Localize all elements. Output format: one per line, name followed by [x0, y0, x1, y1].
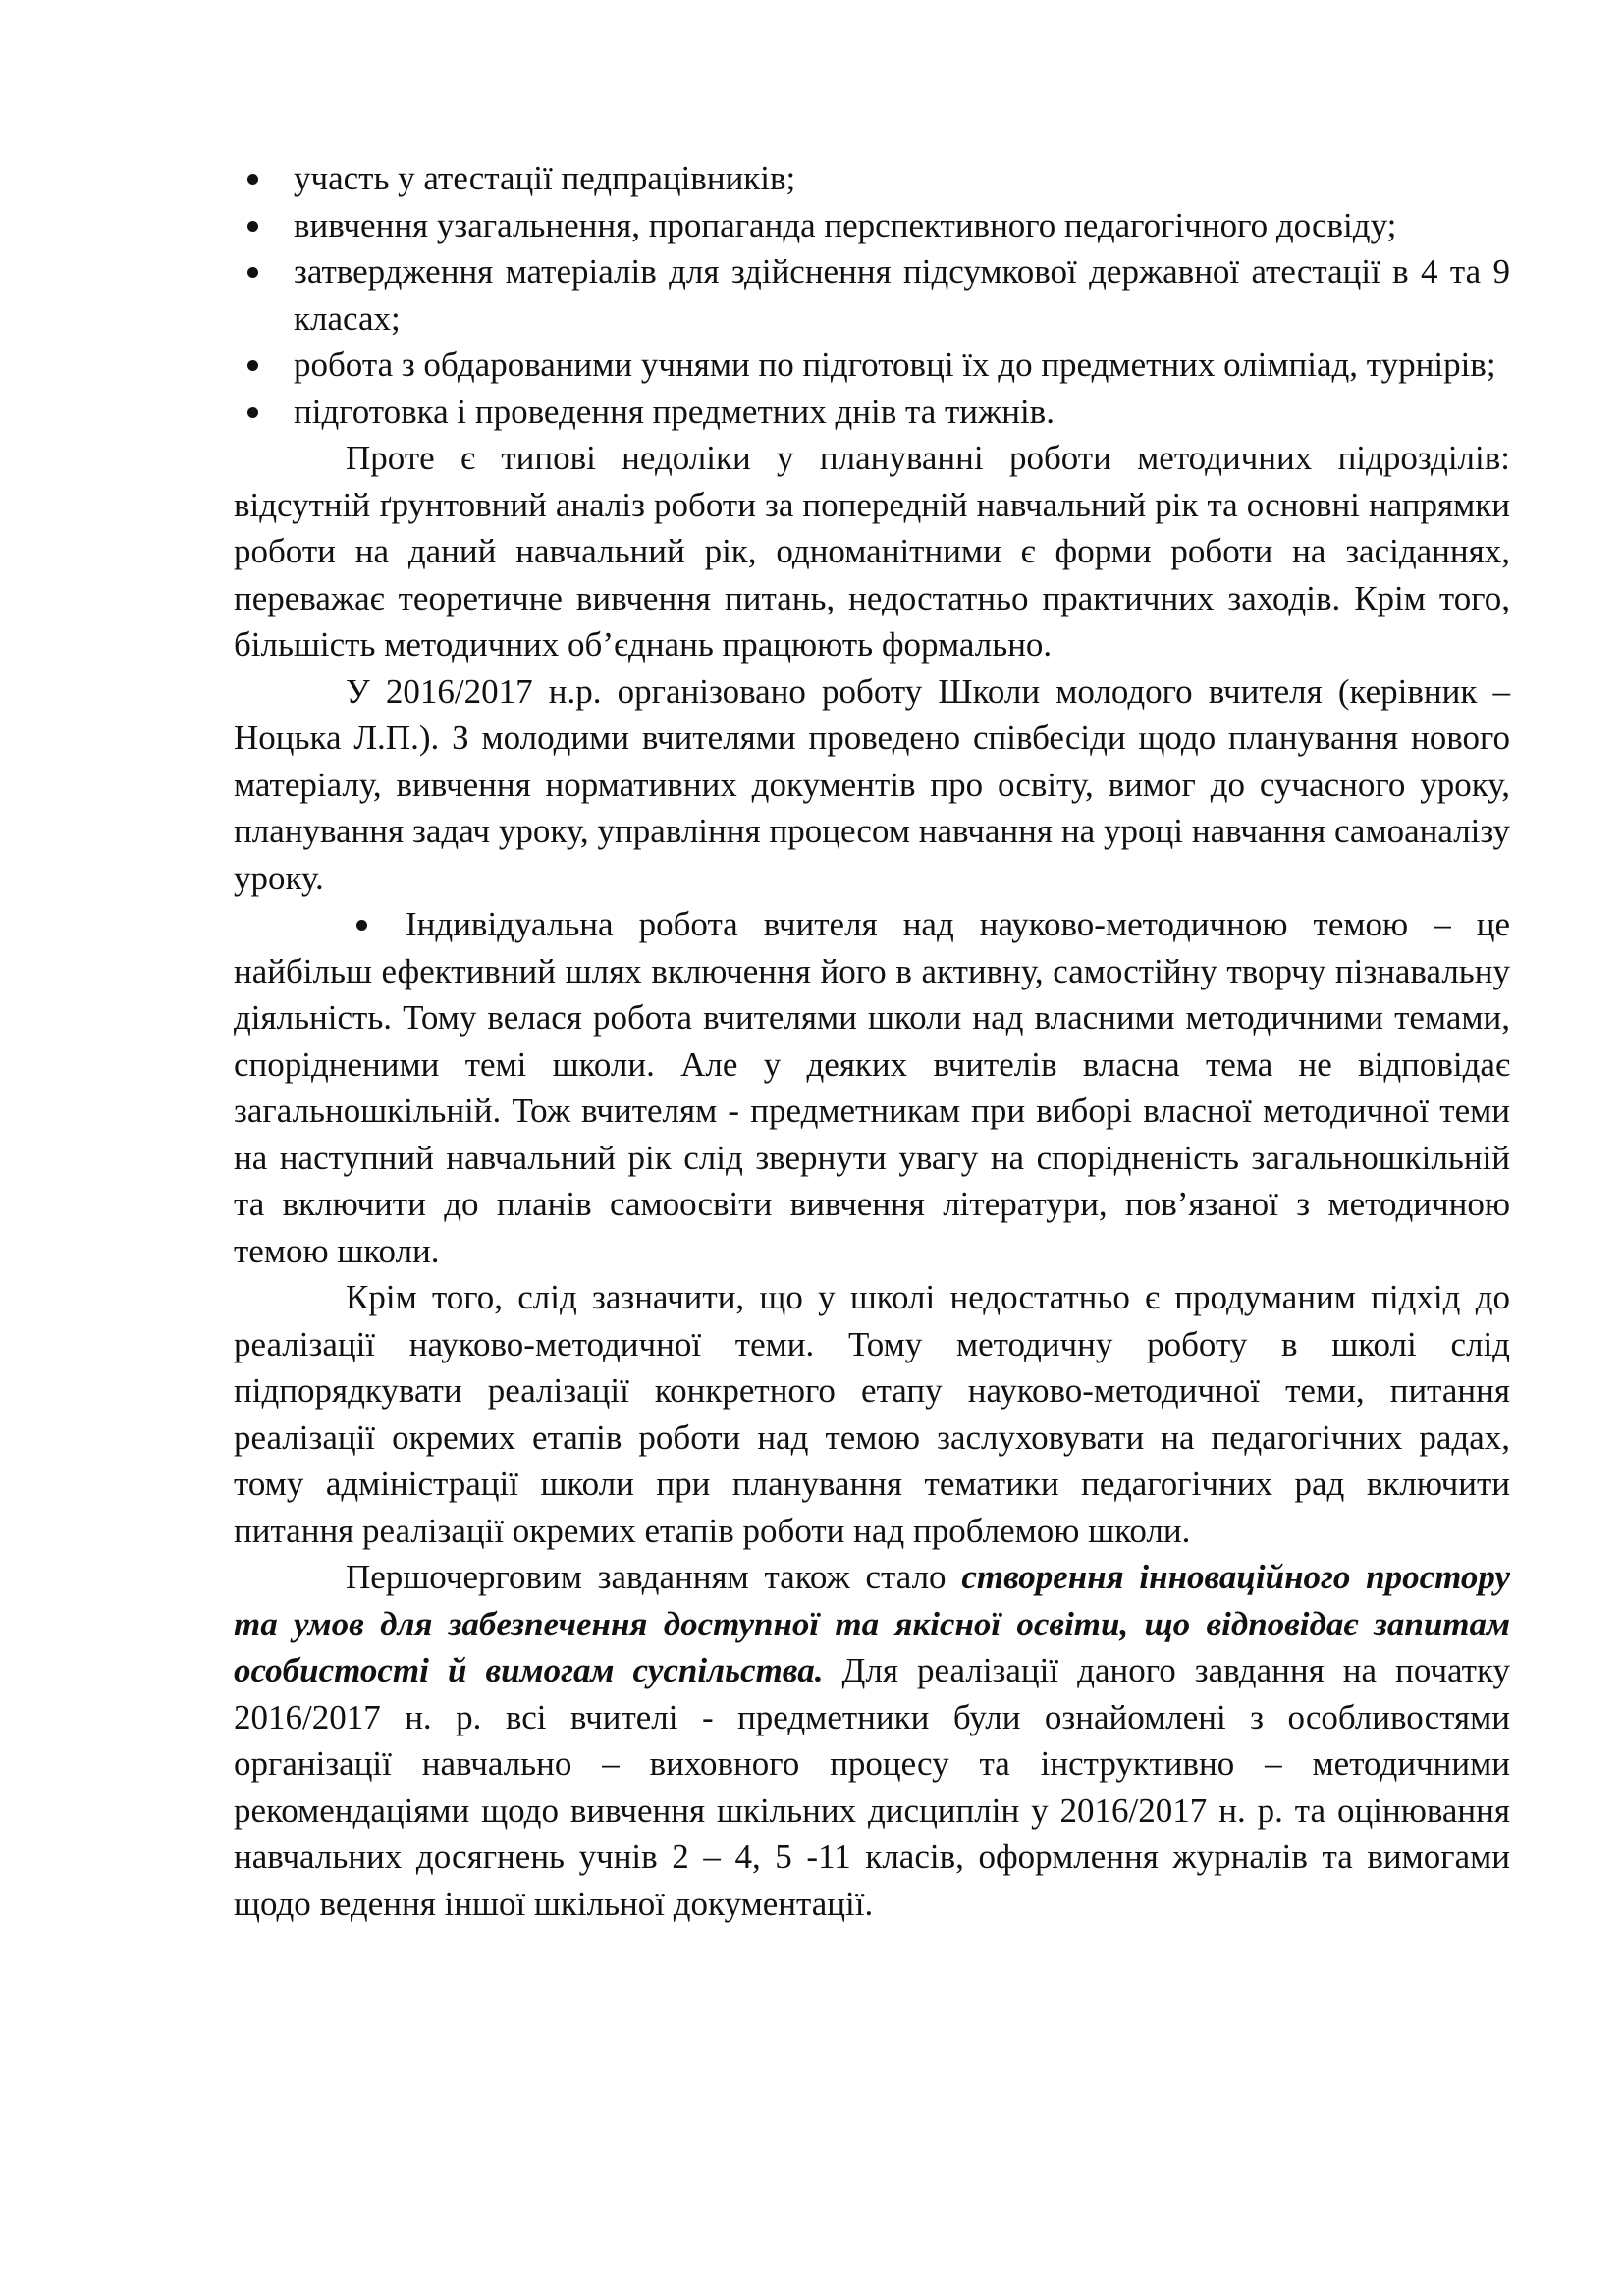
- list-item-text: робота з обдарованими учнями по підготовці їх до предметних олімпіад, турнірів;: [294, 346, 1496, 384]
- bullet-icon: [247, 407, 258, 418]
- paragraph-innovation-space: [234, 1554, 1510, 1927]
- paragraph-innovation-end: Для реалізації даного завдання на початку 2016/2017 н. р. всі вчителі - предметники були ознайомлені з особливостями організації навчально – виховного процесу та інструктивно – методичними рекомендаціями щодо вивчення шкільних дисциплін у 2016/2017 н. р. та оцінювання навчальних досягнень учнів 2 – 4, 5 -11 класів, оформлення журналів та вимогами щодо ведення іншої шкільної документації.: [234, 1651, 1510, 1923]
- bullet-icon: [247, 174, 258, 185]
- paragraph-methodical-theme: Крім того, слід зазначити, що у школі недостатньо є продуманим підхід до реалізації науково-методичної теми. Тому методичну роботу в школі слід підпорядкувати реалізації конкретного етапу науково-методичної теми, питання реалізації окремих етапів роботи над темою заслуховувати на педагогічних радах, тому адміністрації школи при планування тематики педагогічних рад включити питання реалізації окремих етапів роботи над проблемою школи.: [234, 1278, 1510, 1550]
- list-item: [234, 342, 1510, 389]
- paragraph-planning-shortcomings: Проте є типові недоліки у плануванні роботи методичних підрозділів: відсутній ґрунтовний аналіз роботи за попередній навчальний рік та основні напрямки роботи на даний навчальний рік, одноманітними є форми роботи на засіданнях, переважає теоретичне вивчення питань, недостатньо практичних заходів. Крім того, більшість методичних об’єднань працюють формально.: [234, 439, 1510, 664]
- paragraph-individual-work: [234, 901, 1510, 1274]
- bullet-icon: [356, 920, 367, 931]
- paragraph-individual-work-text: Індивідуальна робота вчителя над науково-методичною темою – це найбільш ефективний шлях включення його в активну, самостійну творчу пізнавальну діяльність. Тому велася робота вчителями школи над власними методичними темами, спорідненими темі школи. Але у деяких вчителів власна тема не відповідає загальношкільній. Тож вчителям - предметникам при виборі власної методичної теми на наступний навчальний рік слід звернути увагу на спорідненість загальношкільній та включити до планів самоосвіти вивчення літератури, пов’язаної з методичною темою школи.: [234, 905, 1510, 1270]
- list-item: [234, 248, 1510, 342]
- bullet-icon: [247, 360, 258, 371]
- bullet-icon: [247, 267, 258, 278]
- paragraph-young-teacher-school: У 2016/2017 н.р. організовано роботу Школи молодого вчителя (керівник – Ноцька Л.П.). З молодими вчителями проведено співбесіди щодо планування нового матеріалу, вивчення нормативних документів про освіту, вимог до сучасного уроку, планування задач уроку, управління процесом навчання на уроці навчання самоаналізу уроку.: [234, 671, 1510, 897]
- list-item-text: вивчення узагальнення, пропаганда перспективного педагогічного досвіду;: [294, 205, 1397, 244]
- bullet-icon: [247, 221, 258, 232]
- list-item-text: підготовка і проведення предметних днів та тижнів.: [294, 392, 1055, 431]
- list-item: [234, 202, 1510, 249]
- document-page: [234, 155, 1510, 1927]
- bullet-list: [234, 155, 1510, 435]
- list-item: [234, 389, 1510, 436]
- list-item: [234, 155, 1510, 202]
- list-item-text: участь у атестації педпрацівників;: [294, 159, 796, 197]
- paragraph-innovation-emphasis: створення інноваційного простору та умов для забезпечення доступної та якісної освіти, що відповідає запитам особистості й вимогам суспільства.: [234, 1558, 1510, 1689]
- paragraph-innovation-start: Першочерговим завданням також стало: [346, 1558, 962, 1596]
- list-item-text: затвердження матеріалів для здійснення підсумкової державної атестації в 4 та 9 класах;: [294, 252, 1510, 338]
